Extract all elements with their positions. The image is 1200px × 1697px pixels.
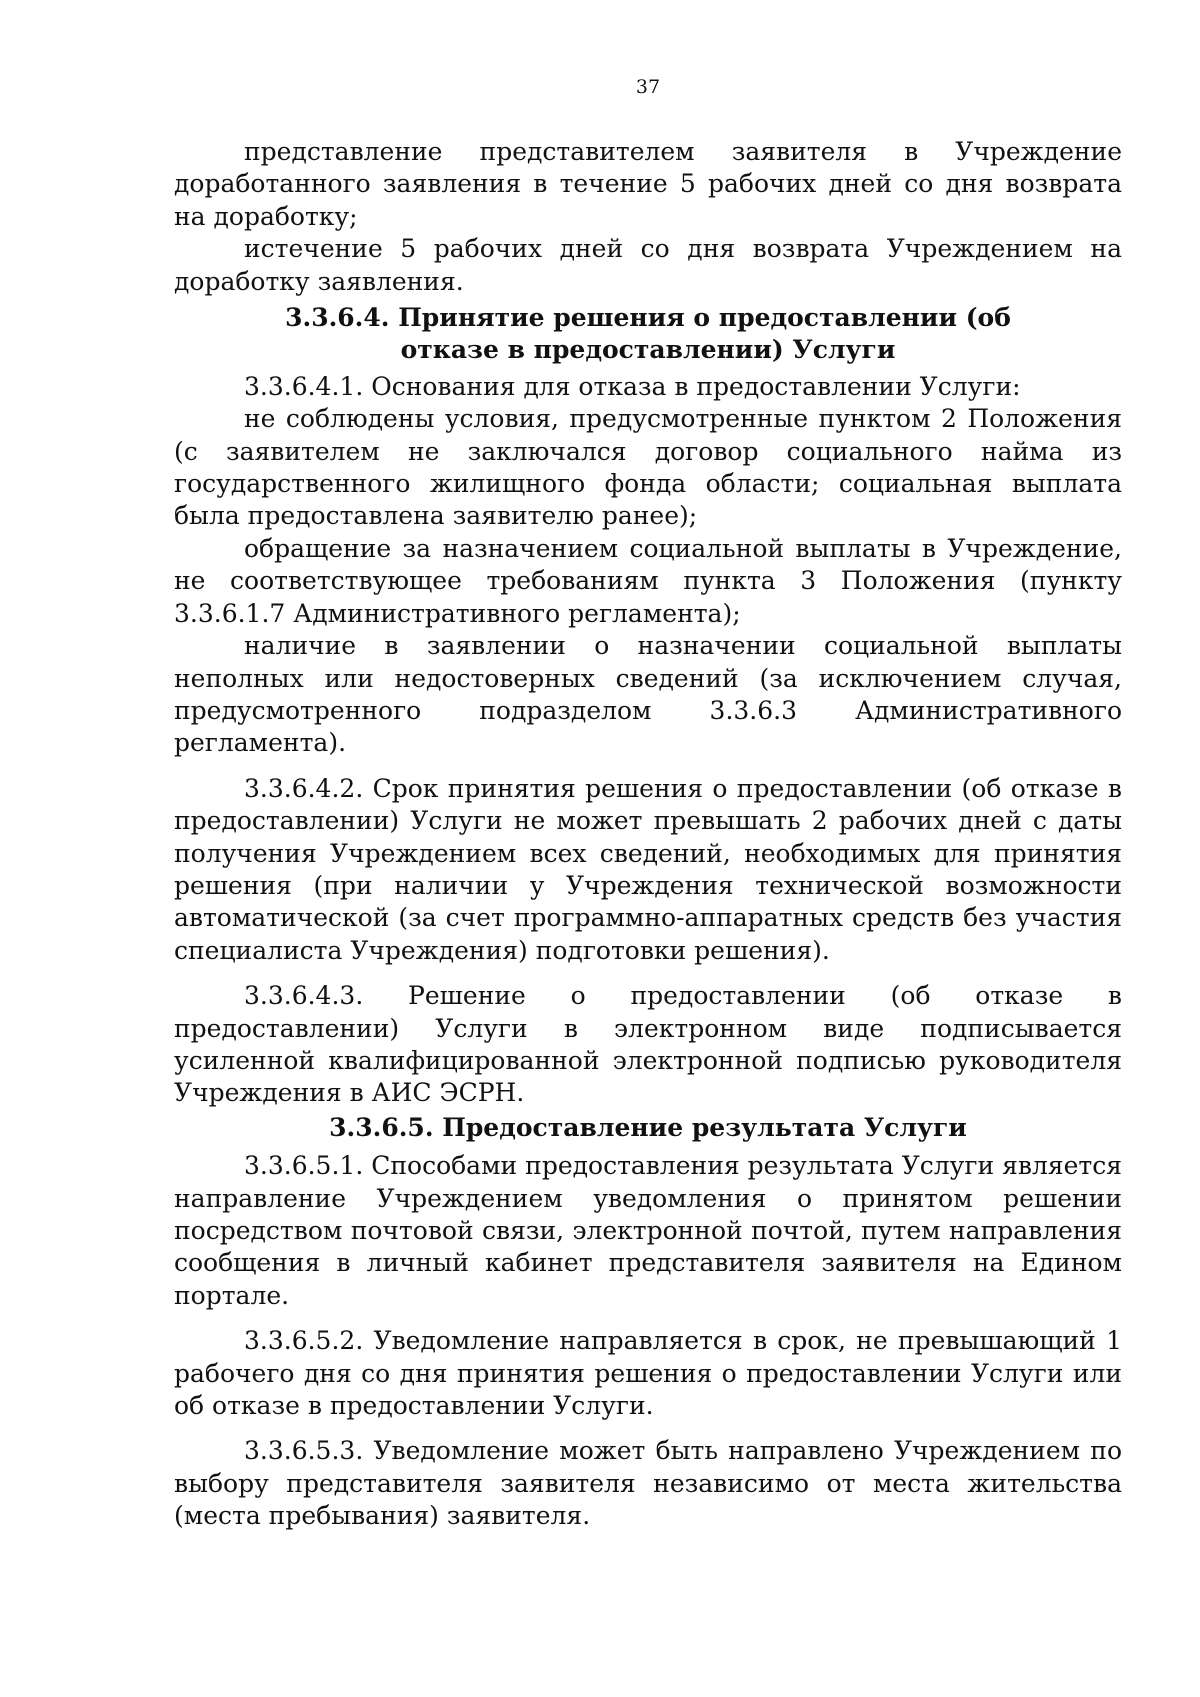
section-heading: 3.3.6.4. Принятие решения о предоставлении (об отказе в предоставлении) Услуги bbox=[285, 303, 1011, 365]
paragraph: представление представителем заявителя в Учреждение доработанного заявления в течение 5 рабочих дней со дня возврата на доработку; bbox=[174, 137, 1122, 231]
paragraph: 3.3.6.5.1. Способами предоставления результата Услуги является направление Учреждением уведомления о принятом решении посредством почтовой связи, электронной почтой, путем направления сообщения в личный кабинет представителя заявителя на Едином портале. bbox=[174, 1151, 1122, 1310]
paragraph: не соблюдены условия, предусмотренные пунктом 2 Положения (с заявителем не заключался договор социального найма из государственного жилищного фонда области; социальная выплата была предоставлена заявителю ранее); bbox=[174, 404, 1122, 531]
paragraph: обращение за назначением социальной выплаты в Учреждение, не соответствующее требованиям пункта 3 Положения (пункту 3.3.6.1.7 Административного регламента); bbox=[174, 533, 1122, 628]
paragraph: истечение 5 рабочих дней со дня возврата Учреждением на доработку заявления. bbox=[174, 234, 1122, 296]
paragraph: 3.3.6.5.2. Уведомление направляется в срок, не превышающий 1 рабочего дня со дня принятия решения о предоставлении Услуги или об отказе в предоставлении Услуги. bbox=[174, 1326, 1122, 1421]
page-number: 37 bbox=[635, 76, 661, 98]
paragraph: 3.3.6.4.3. Решение о предоставлении (об отказе в предоставлении) Услуги в электронном виде подписывается усиленной квалифицированной электронной подписью руководителя Учреждения в АИС ЭСРН. bbox=[174, 981, 1122, 1108]
paragraph: 3.3.6.4.2. Срок принятия решения о предоставлении (об отказе в предоставлении) Услуги не может превышать 2 рабочих дней с даты получения Учреждением всех сведений, необходимых для принятия решения (при наличии у Учреждения технической возможности автоматической (за счет программно-аппаратных средств без участия специалиста Учреждения) подготовки решения). bbox=[174, 773, 1122, 965]
paragraph: наличие в заявлении о назначении социальной выплаты неполных или недостоверных сведений (за исключением случая, предусмотренного подразделом 3.3.6.3 Административного регламента). bbox=[174, 631, 1122, 758]
document-body bbox=[174, 136, 1122, 1533]
paragraph: 3.3.6.5.3. Уведомление может быть направлено Учреждением по выбору представителя заявителя независимо от места жительства (места пребывания) заявителя. bbox=[174, 1436, 1122, 1531]
paragraph: 3.3.6.4.1. Основания для отказа в предоставлении Услуги: bbox=[244, 371, 1021, 401]
section-heading: 3.3.6.5. Предоставление результата Услуги bbox=[329, 1112, 967, 1142]
